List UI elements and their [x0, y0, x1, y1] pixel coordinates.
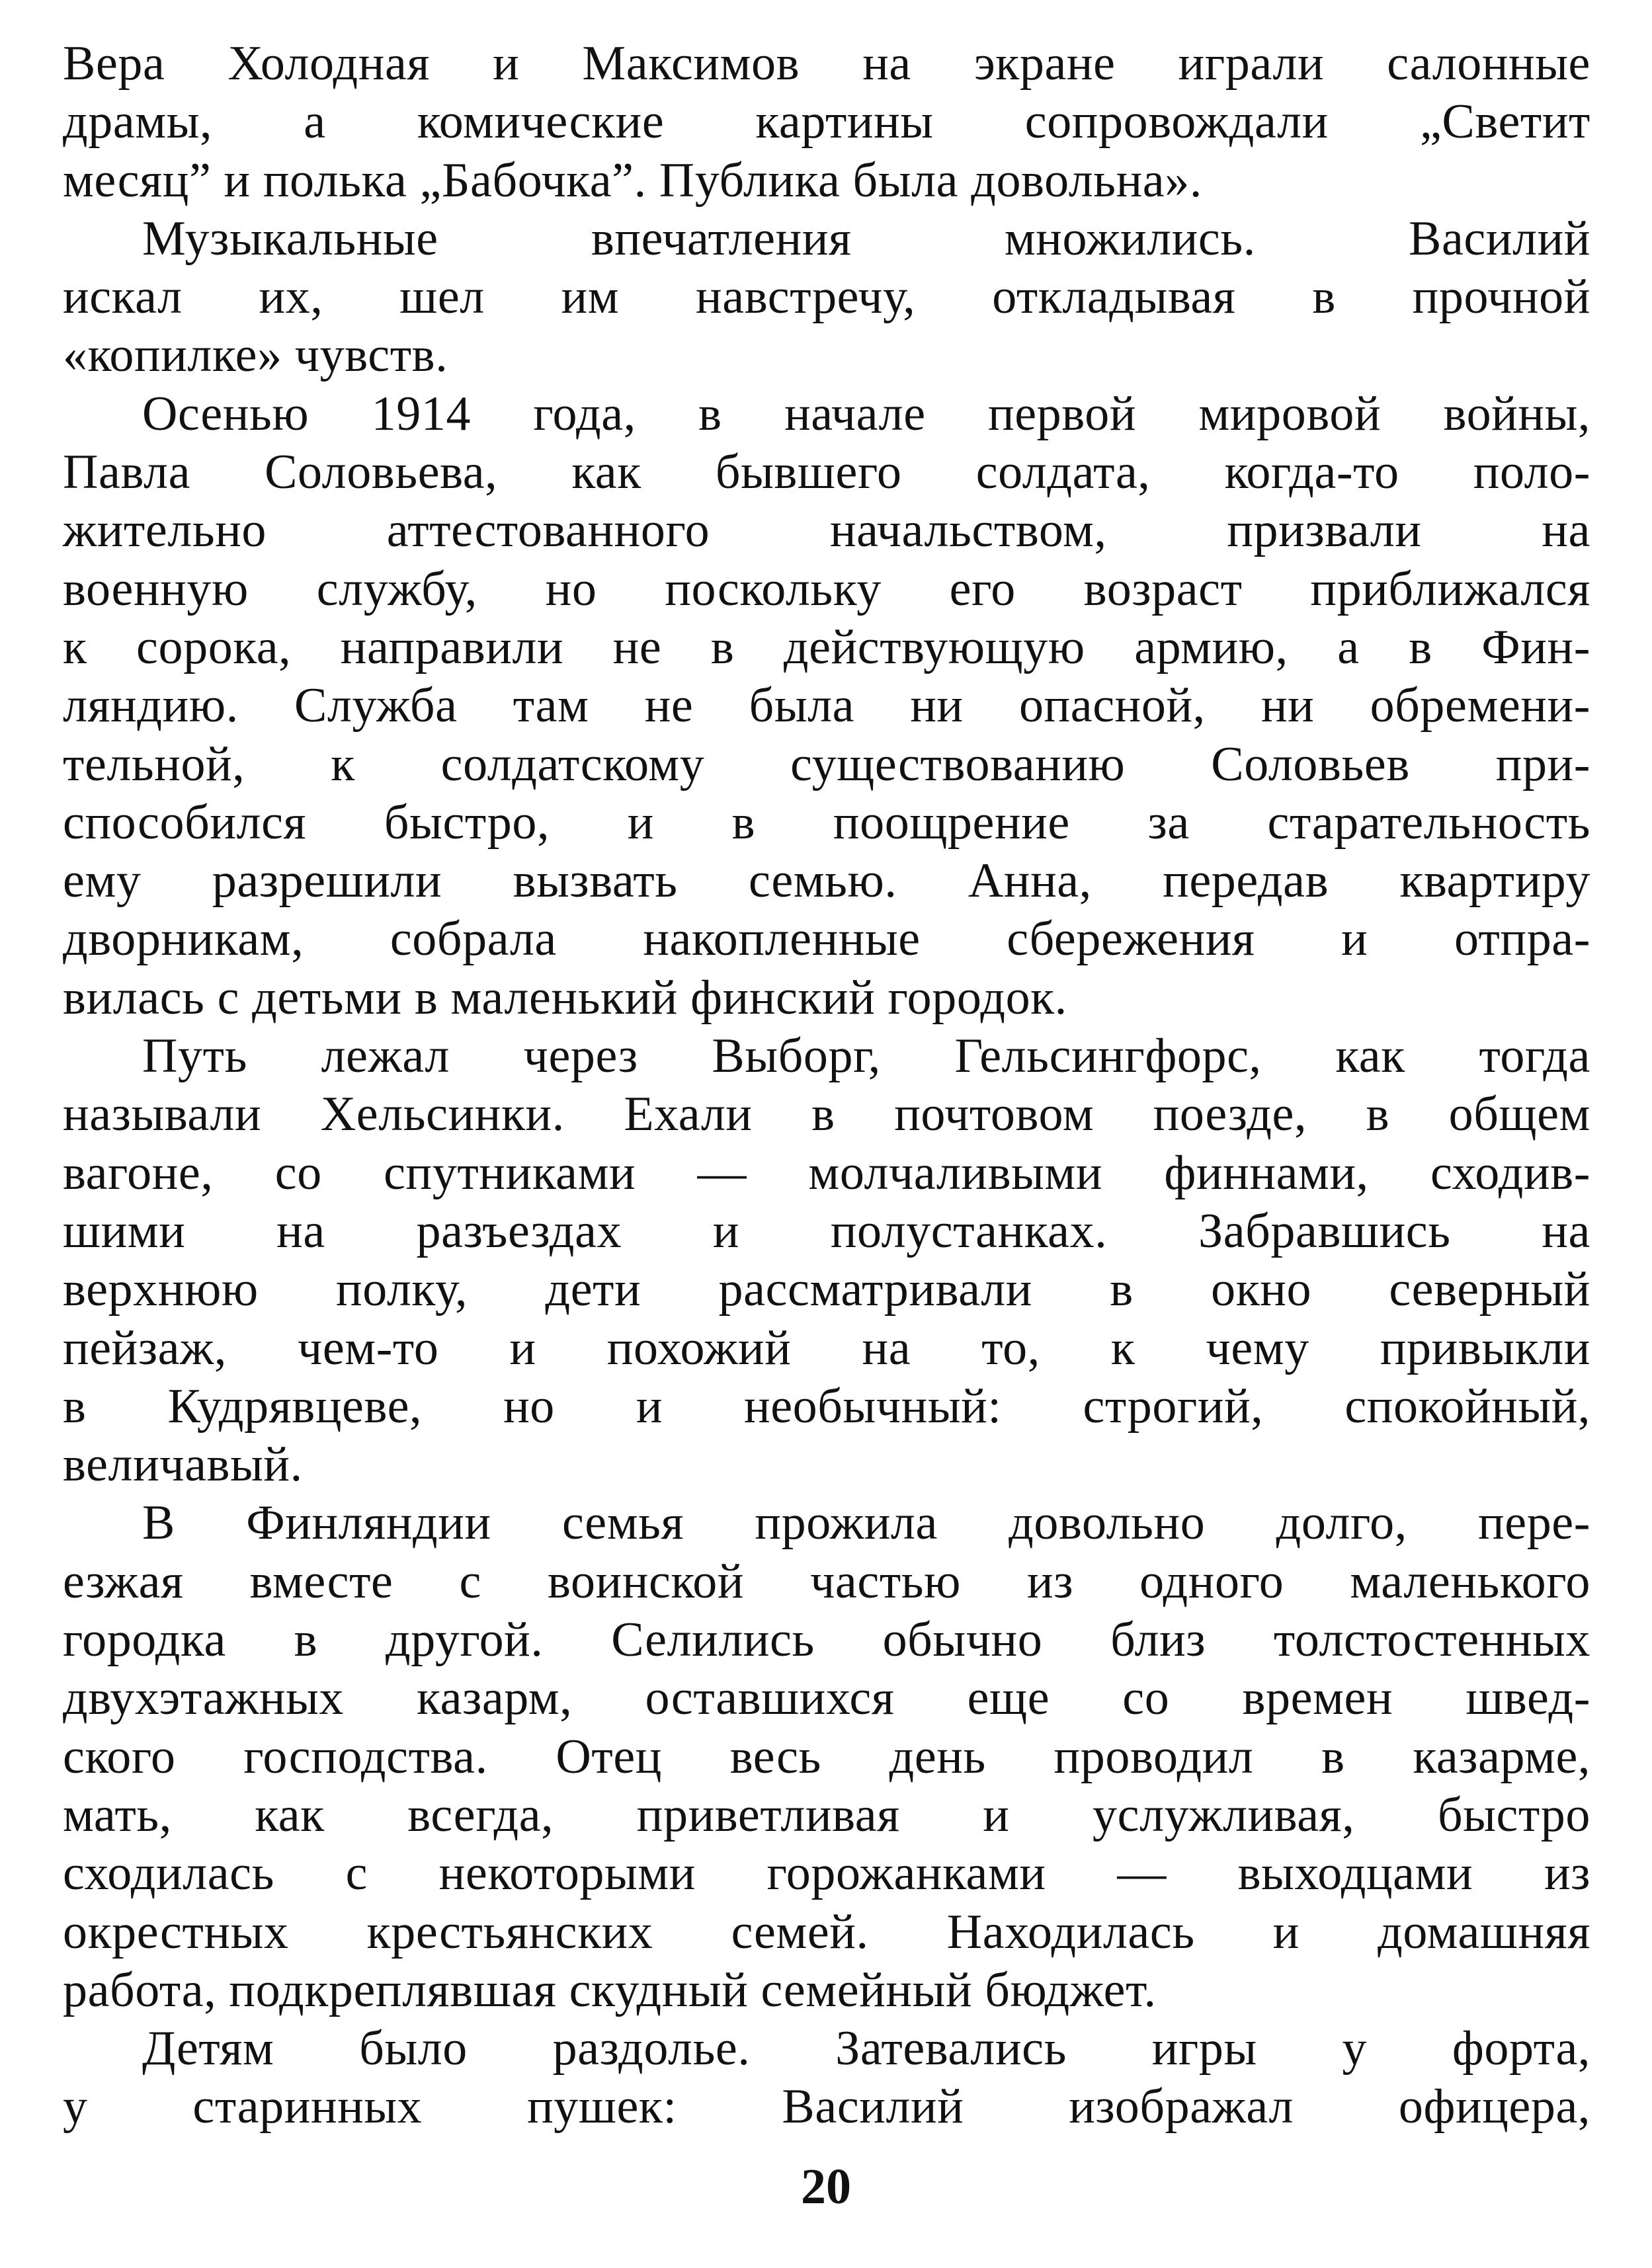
text-line: Путь лежал через Выборг, Гельсингфорс, как тогда: [142, 1029, 1590, 1084]
text-line: дворникам, собрала накопленные сбережения и отпра-: [63, 912, 1590, 967]
text-line: «копилке» чувств.: [63, 328, 448, 383]
text-line: ского господства. Отец весь день проводил в казарме,: [63, 1729, 1590, 1784]
text-line: верхнюю полку, дети рассматривали в окно северный: [63, 1262, 1590, 1317]
text-line: вилась с детьми в маленький финский городок.: [63, 970, 1067, 1025]
text-line: у старинных пушек: Василий изображал офицера,: [63, 2080, 1590, 2134]
text-line: тельной, к солдатскому существованию Соловьев при-: [63, 737, 1590, 791]
text-line: драмы, а комические картины сопровождали „Светит: [63, 95, 1590, 149]
text-line: величавый.: [63, 1438, 303, 1492]
text-line: Осенью 1914 года, в начале первой мировой войны,: [142, 386, 1590, 441]
text-line: окрестных крестьянских семей. Находилась и домашняя: [63, 1904, 1590, 1959]
text-line: месяц” и полька „Бабочка”. Публика была довольна».: [63, 153, 1202, 208]
text-line: Вера Холодная и Максимов на экране играли салонные: [63, 36, 1590, 91]
text-line: мать, как всегда, приветливая и услужливая, быстро: [63, 1787, 1590, 1842]
text-line: городка в другой. Селились обычно близ толстостенных: [63, 1613, 1590, 1668]
text-line: жительно аттестованного начальством, призвали на: [63, 503, 1590, 558]
text-line: сходилась с некоторыми горожанками — выходцами из: [63, 1846, 1590, 1901]
text-line: езжая вместе с воинской частью из одного маленького: [63, 1554, 1590, 1609]
text-line: искал их, шел им навстречу, откладывая в прочной: [63, 270, 1590, 325]
text-line: работа, подкреплявшая скудный семейный бюджет.: [63, 1963, 1157, 2017]
text-line: вагоне, со спутниками — молчаливыми финнами, сходив-: [63, 1145, 1590, 1200]
text-line: ему разрешили вызвать семью. Анна, передав квартиру: [63, 854, 1590, 909]
text-line: называли Хельсинки. Ехали в почтовом поезде, в общем: [63, 1087, 1590, 1142]
text-line: Павла Соловьева, как бывшего солдата, когда-то поло-: [63, 445, 1590, 500]
text-line: в Кудрявцеве, но и необычный: строгий, спокойный,: [63, 1379, 1590, 1434]
text-line: Детям было раздолье. Затевались игры у форта,: [142, 2021, 1590, 2076]
text-line: ляндию. Служба там не была ни опасной, ни обремени-: [63, 678, 1590, 733]
text-line: военную службу, но поскольку его возраст приближался: [63, 561, 1590, 616]
text-line: к сорока, направили не в действующую армию, а в Фин-: [63, 620, 1590, 674]
body-text: [63, 34, 1590, 2136]
text-line: шими на разъездах и полустанках. Забравшись на: [63, 1203, 1590, 1258]
text-line: пейзаж, чем-то и похожий на то, к чему привыкли: [63, 1320, 1590, 1375]
text-line: способился быстро, и в поощрение за старательность: [63, 795, 1590, 850]
text-line: В Финляндии семья прожила довольно долго, пере-: [142, 1496, 1590, 1551]
text-line: Музыкальные впечатления множились. Василий: [142, 211, 1590, 266]
page-number: 20: [801, 2159, 851, 2214]
text-line: двухэтажных казарм, оставшихся еще со времен швед-: [63, 1671, 1590, 1726]
